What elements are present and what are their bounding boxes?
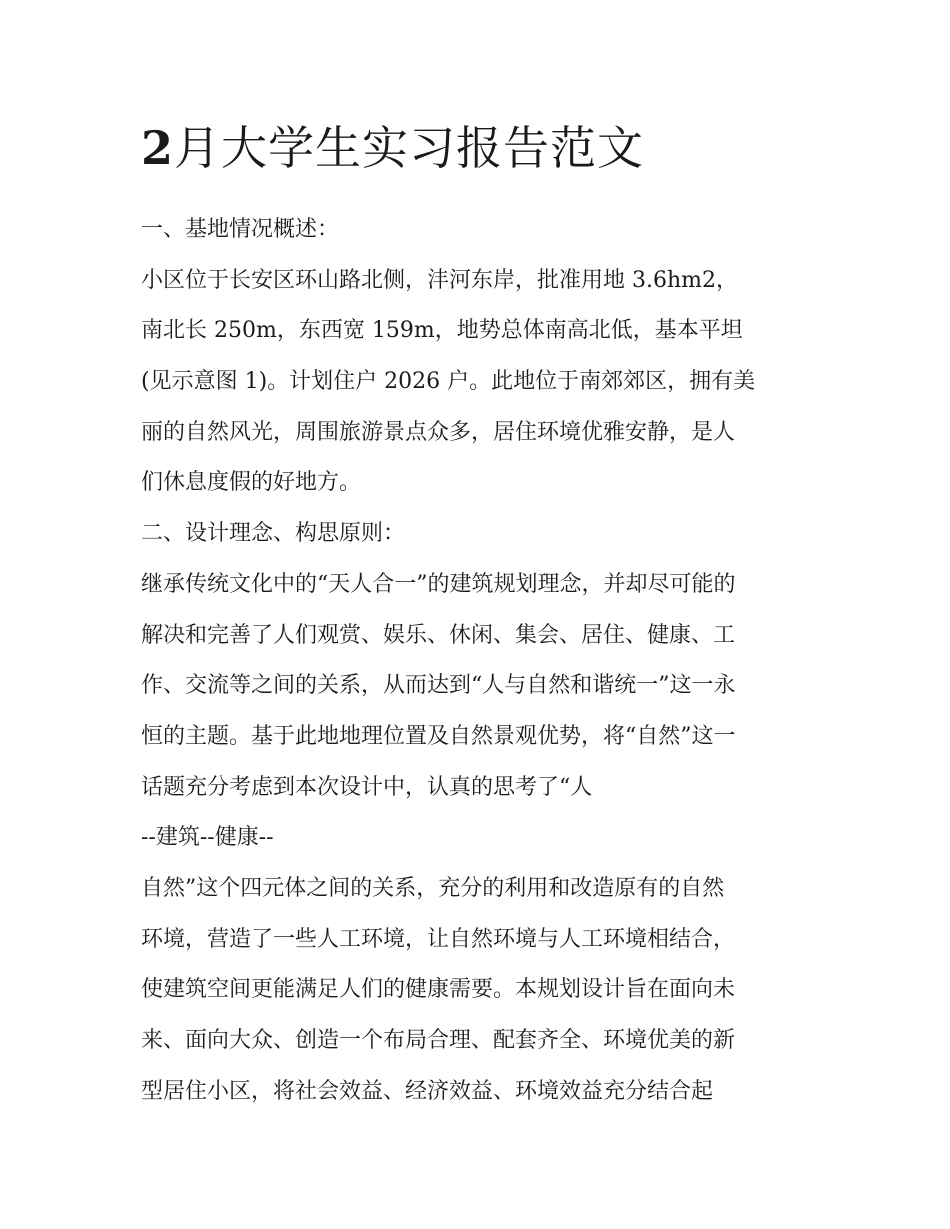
paragraph-line: 型居住小区，将社会效益、经济效益、环境效益充分结合起 (141, 1078, 714, 1104)
paragraph-line: 使建筑空间更能满足人们的健康需要。本规划设计旨在面向未 (141, 977, 736, 1003)
document-page (141, 116, 831, 1117)
section-heading-1: 一、基地情况概述： (141, 217, 340, 242)
paragraph-line: 环境，营造了一些人工环境，让自然环境与人工环境相结合， (141, 926, 736, 952)
paragraph-line: 解决和完善了人们观赏、娱乐、休闲、集会、居住、健康、工 (141, 622, 736, 648)
paragraph-line: 南北长 250m，东西宽 159m，地势总体南高北低，基本平坦 (141, 318, 743, 344)
paragraph-line: 来、面向大众、创造一个布局合理、配套齐全、环境优美的新 (141, 1028, 736, 1053)
paragraph-line: 话题充分考虑到本次设计中，认真的思考了“人 (141, 774, 593, 800)
section-heading-2: 二、设计理念、构思原则： (141, 521, 406, 547)
paragraph-line: 恒的主题。基于此地地理位置及自然景观优势，将“自然”这一 (141, 723, 736, 749)
title-number: 2 (141, 121, 175, 175)
paragraph-line: 继承传统文化中的“天人合一”的建筑规划理念，并却尽可能的 (141, 571, 736, 597)
document-body (141, 205, 831, 1117)
paragraph-line: --建筑--健康-- (141, 825, 274, 851)
paragraph-line: 丽的自然风光，周围旅游景点众多，居住环境优雅安静，是人 (141, 419, 736, 445)
paragraph-line: 自然”这个四元体之间的关系，充分的利用和改造原有的自然 (141, 875, 725, 901)
paragraph-line: 作、交流等之间的关系，从而达到“人与自然和谐统一”这一永 (141, 673, 736, 699)
paragraph-line: (见示意图 1)。计划住户 2026 户。此地位于南郊郊区，拥有美 (141, 369, 756, 395)
paragraph-line: 们休息度假的好地方。 (141, 470, 362, 496)
paragraph-line: 小区位于长安区环山路北侧，沣河东岸，批准用地 3.6hm2， (141, 267, 739, 293)
document-title (141, 116, 831, 180)
title-text: 月大学生实习报告范文 (174, 121, 645, 175)
